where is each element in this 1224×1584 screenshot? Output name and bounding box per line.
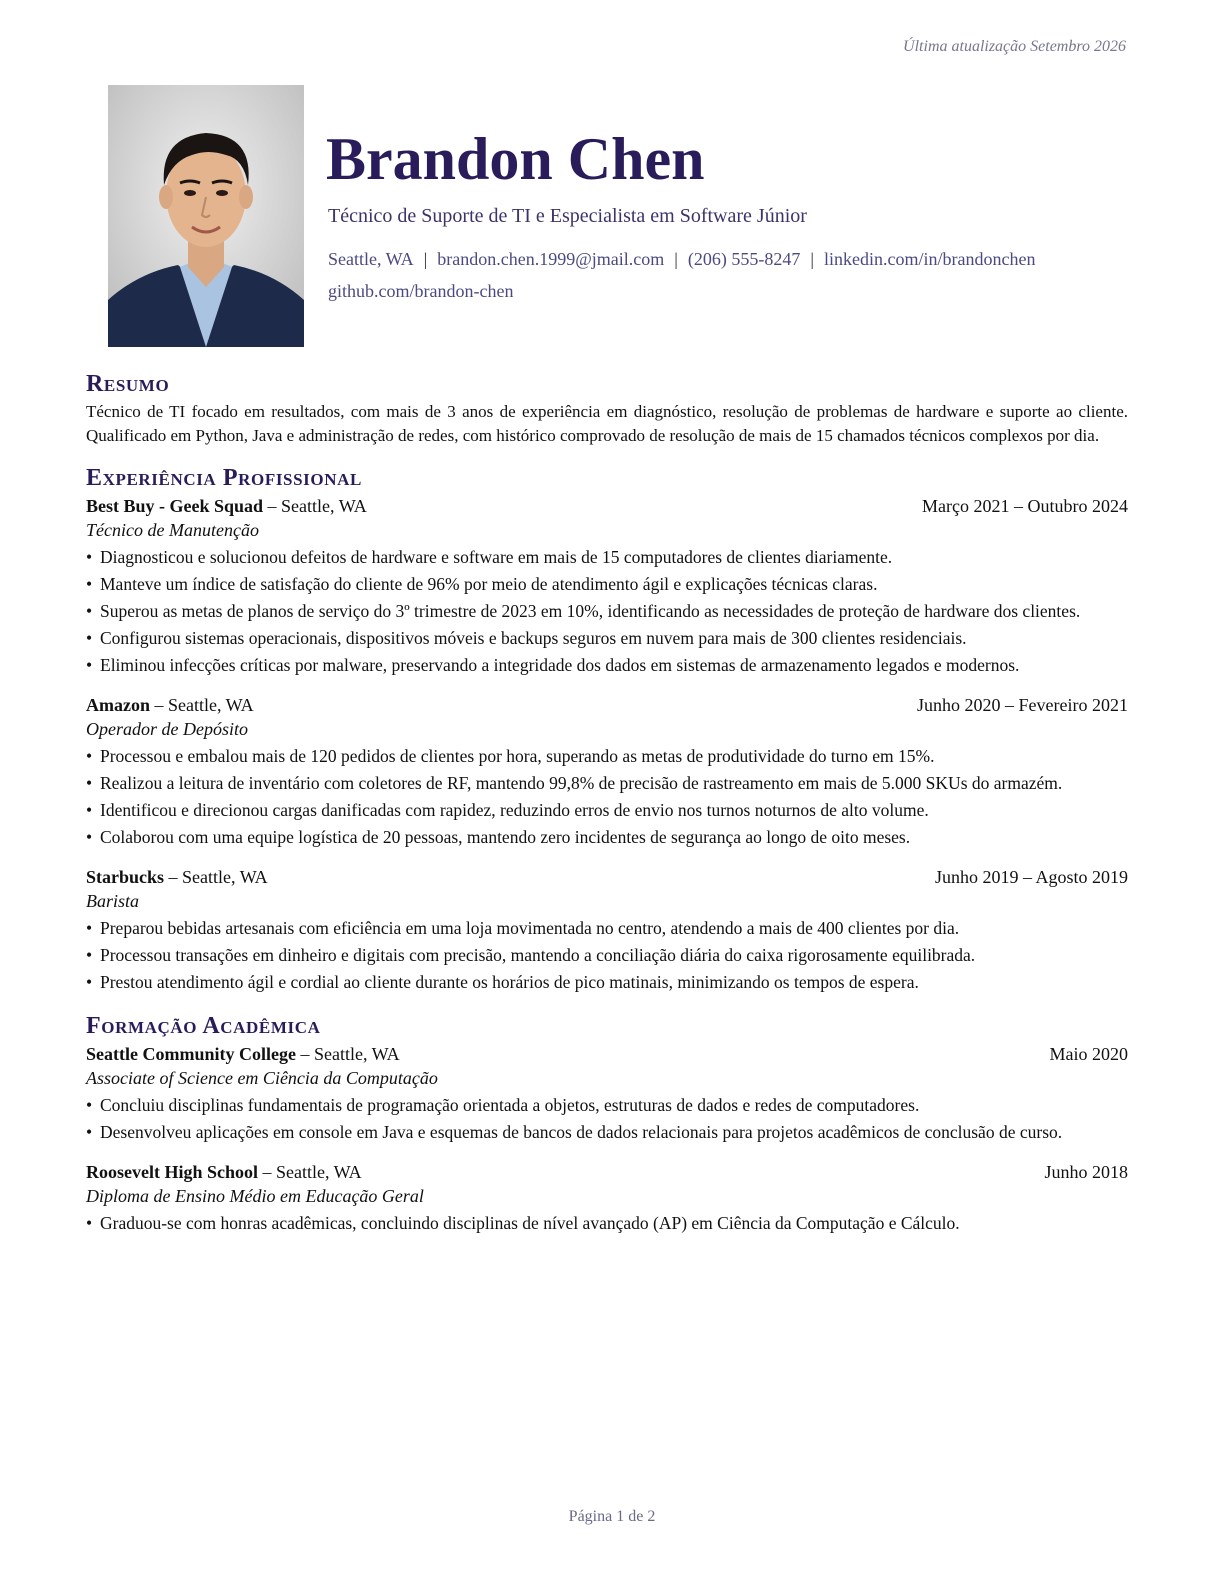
education-section: [86, 1010, 1128, 1237]
contact-email-link[interactable]: brandon.chen.1999@jmail.com: [437, 249, 665, 269]
school-bullet: • Graduou-se com honras acadêmicas, concluindo disciplinas de nível avançado (AP) em Ciência da Computação e Cálculo.: [86, 1210, 1128, 1237]
portrait-image: [108, 85, 304, 347]
contact-location: Seattle, WA: [328, 249, 414, 269]
last-updated: Última atualização Setembro 2026: [903, 38, 1126, 55]
job-bullet: • Configurou sistemas operacionais, dispositivos móveis e backups seguros em nuvem para mais de 300 clientes residenciais.: [86, 625, 1128, 652]
job-location: – Seattle, WA: [263, 496, 367, 516]
school-dates: Maio 2020: [1049, 1044, 1128, 1064]
job-bullet: • Preparou bebidas artesanais com eficiência em uma loja movimentada no centro, atendendo a mais de 400 clientes por dia.: [86, 915, 1128, 942]
job-bullet: • Processou transações em dinheiro e digitais com precisão, mantendo a conciliação diária do caixa rigorosamente equilibrada.: [86, 942, 1128, 969]
candidate-name: Brandon Chen: [326, 126, 705, 192]
job-bullet: • Superou as metas de planos de serviço do 3º trimestre de 2023 em 10%, identificando as necessidades de proteção de hardware dos clientes.: [86, 598, 1128, 625]
education-heading: Formação Acadêmica: [86, 1013, 321, 1039]
contact-github-link[interactable]: github.com/brandon-chen: [328, 281, 514, 301]
school-name: Roosevelt High School: [86, 1162, 259, 1182]
job-entry: [86, 494, 1128, 679]
summary-section: [86, 368, 1128, 448]
job-bullet: • Eliminou infecções críticas por malware, preservando a integridade dos dados em sistemas de armazenamento legados e modernos.: [86, 652, 1128, 679]
contact-linkedin-link[interactable]: linkedin.com/in/brandonchen: [824, 249, 1036, 269]
school-degree: Associate of Science em Ciência da Computação: [86, 1068, 438, 1088]
job-dates: Junho 2020 – Fevereiro 2021: [917, 695, 1128, 715]
job-role: Barista: [86, 891, 140, 911]
school-bullet: • Concluiu disciplinas fundamentais de programação orientada a objetos, estruturas de dados e redes de computadores.: [86, 1092, 1128, 1119]
job-bullet: • Realizou a leitura de inventário com coletores de RF, mantendo 99,8% de precisão de rastreamento em mais de 5.000 SKUs do armazém.: [86, 770, 1128, 797]
school-name: Seattle Community College: [86, 1044, 296, 1064]
contact-separator: |: [674, 249, 678, 269]
page-number: Página 1 de 2: [568, 1508, 656, 1525]
job-bullet: • Diagnosticou e solucionou defeitos de hardware e software em mais de 15 computadores de clientes diariamente.: [86, 544, 1128, 571]
education-entry: [86, 1042, 1128, 1146]
job-location: – Seattle, WA: [150, 695, 254, 715]
job-location: – Seattle, WA: [164, 867, 268, 887]
summary-text: Técnico de TI focado em resultados, com mais de 3 anos de experiência em diagnóstico, resolução de problemas de hardware e suporte ao cliente. Qualificado em Python, Java e administração de redes, com histórico comprovado de resolução de mais de 15 chamados técnicos complexos por dia.: [86, 402, 1128, 445]
job-entry: [86, 865, 1128, 996]
candidate-title: Técnico de Suporte de TI e Especialista em Software Júnior: [328, 205, 807, 227]
job-bullet: • Identificou e direcionou cargas danificadas com rapidez, reduzindo erros de envio nos turnos noturnos de alto volume.: [86, 797, 1128, 824]
contact-separator: |: [423, 249, 428, 269]
profile-photo: [108, 85, 304, 347]
resume-body: [86, 368, 1128, 1251]
job-dates: Março 2021 – Outubro 2024: [922, 496, 1128, 516]
job-bullet: • Manteve um índice de satisfação do cliente de 96% por meio de atendimento ágil e explicações técnicas claras.: [86, 571, 1128, 598]
job-company: Best Buy - Geek Squad: [86, 496, 264, 516]
contact-separator: |: [810, 249, 814, 269]
school-bullet: • Desenvolveu aplicações em console em Java e esquemas de bancos de dados relacionais para projetos acadêmicos de conclusão de curso.: [86, 1119, 1128, 1146]
education-entry: [86, 1160, 1128, 1237]
school-degree: Diploma de Ensino Médio em Educação Geral: [86, 1186, 424, 1206]
school-dates: Junho 2018: [1044, 1162, 1128, 1182]
contact-info: [328, 243, 1118, 307]
job-bullet: • Colaborou com uma equipe logística de 20 pessoas, mantendo zero incidentes de segurança ao longo de oito meses.: [86, 824, 1128, 851]
school-location: – Seattle, WA: [258, 1162, 362, 1182]
school-location: – Seattle, WA: [295, 1044, 400, 1064]
summary-heading: Resumo: [86, 371, 170, 397]
experience-heading: Experiência Profissional: [86, 465, 362, 491]
job-company: Amazon: [86, 695, 150, 715]
job-company: Starbucks: [86, 867, 165, 887]
job-entry: [86, 693, 1128, 851]
experience-section: [86, 462, 1128, 996]
job-role: Operador de Depósito: [86, 719, 248, 739]
job-bullet: • Processou e embalou mais de 120 pedidos de clientes por hora, superando as metas de produtividade do turno em 15%.: [86, 743, 1128, 770]
job-role: Técnico de Manutenção: [86, 520, 259, 540]
contact-phone: (206) 555-8247: [687, 249, 801, 269]
job-bullet: • Prestou atendimento ágil e cordial ao cliente durante os horários de pico matinais, minimizando os tempos de espera.: [86, 969, 1128, 996]
job-dates: Junho 2019 – Agosto 2019: [934, 867, 1128, 887]
